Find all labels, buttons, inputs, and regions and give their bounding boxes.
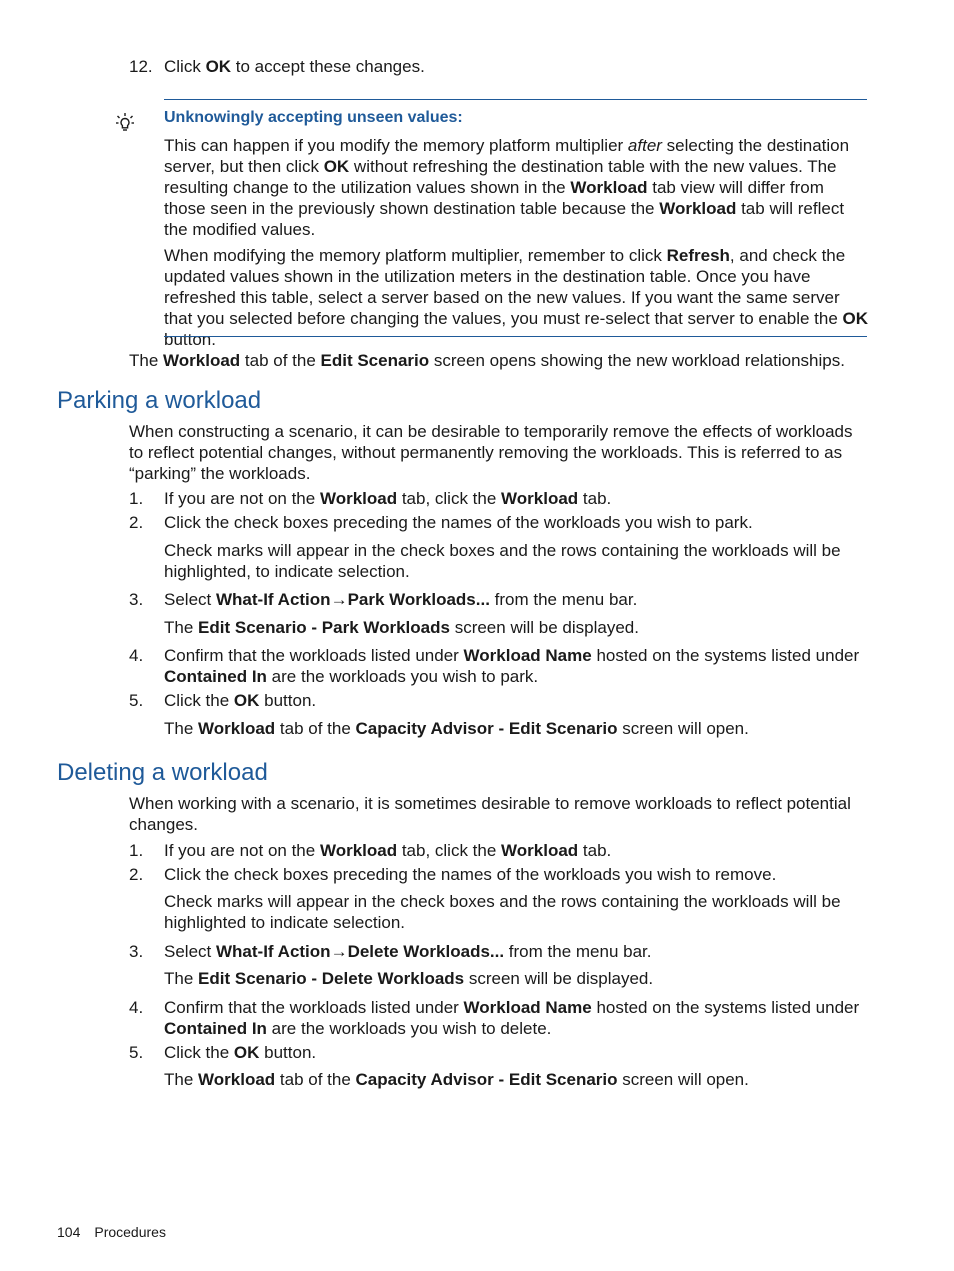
step-number: 5. [129,1043,144,1062]
step-number: 4. [129,998,144,1017]
step-number: 1. [129,489,144,508]
step-note: The Workload tab of the Capacity Advisor - Edit Scenario screen will open. [164,719,749,738]
step-text: If you are not on the Workload tab, click the Workload tab. [164,841,612,860]
page-number: 104 [57,1224,81,1240]
step-text: Select What-If Action→Park Workloads... from the menu bar. [164,590,638,609]
section-heading-deleting: Deleting a workload [57,759,268,786]
step-number: 12. [129,57,153,76]
step-text: Click OK to accept these changes. [164,57,425,76]
step-text: Select What-If Action→Delete Workloads... from the menu bar. [164,942,652,961]
step-note: The Edit Scenario - Delete Workloads screen will be displayed. [164,969,654,988]
step-text: Confirm that the workloads listed under Workload Name hosted on the systems listed under Contained In are the workloads you wish to delete. [164,998,860,1038]
step-text: Click the check boxes preceding the names of the workloads you wish to remove. [164,865,777,884]
step-text: Click the OK button. [164,691,317,710]
section-intro: When working with a scenario, it is sometimes desirable to remove workloads to reflect potential changes. [129,794,851,834]
step-number: 3. [129,942,144,961]
page-footer [57,1222,166,1243]
step-number: 5. [129,691,144,710]
step-number: 3. [129,590,144,609]
section-intro: When constructing a scenario, it can be desirable to temporarily remove the effects of workloads to reflect potential changes, without permanently removing the workloads. This is referred to as “parking” the workloads. [129,422,853,483]
step-number: 2. [129,865,144,884]
step-text: Click the OK button. [164,1043,317,1062]
step-note: Check marks will appear in the check boxes and the rows containing the workloads will be highlighted to indicate selection. [164,892,841,932]
tip-paragraph-2: When modifying the memory platform multiplier, remember to click Refresh, and check the updated values shown in the utilization meters in the destination table. Once you have refreshed this table, select a server based on the new values. If you want the same server that you selected before changing the values, you must re-select that server to enable the OK button. [164,246,869,349]
step-text: If you are not on the Workload tab, click the Workload tab. [164,489,612,508]
step-note: Check marks will appear in the check boxes and the rows containing the workloads will be highlighted, to indicate selection. [164,541,841,581]
tip-title: Unknowingly accepting unseen values: [164,109,463,126]
step-number: 4. [129,646,144,665]
section-heading-parking: Parking a workload [57,387,262,414]
step-number: 2. [129,513,144,532]
paragraph: The Workload tab of the Edit Scenario screen opens showing the new workload relationships. [129,351,845,370]
step-note: The Edit Scenario - Park Workloads screen will be displayed. [164,618,639,637]
tip-bottom-rule [164,336,867,337]
step-note: The Workload tab of the Capacity Advisor - Edit Scenario screen will open. [164,1070,749,1089]
tip-top-rule [164,99,867,100]
footer-section: Procedures [94,1224,166,1240]
step-number: 1. [129,841,144,860]
step-text: Confirm that the workloads listed under Workload Name hosted on the systems listed under Contained In are the workloads you wish to park. [164,646,860,686]
lightbulb-icon [113,111,137,135]
tip-paragraph-1: This can happen if you modify the memory platform multiplier after selecting the destination server, but then click OK without refreshing the destination table with the new values. The resulting change to the utilization values shown in the Workload tab view will differ from those seen in the previously shown destination table because the Workload tab will reflect the modified values. [164,136,850,239]
step-text: Click the check boxes preceding the names of the workloads you wish to park. [164,513,753,532]
